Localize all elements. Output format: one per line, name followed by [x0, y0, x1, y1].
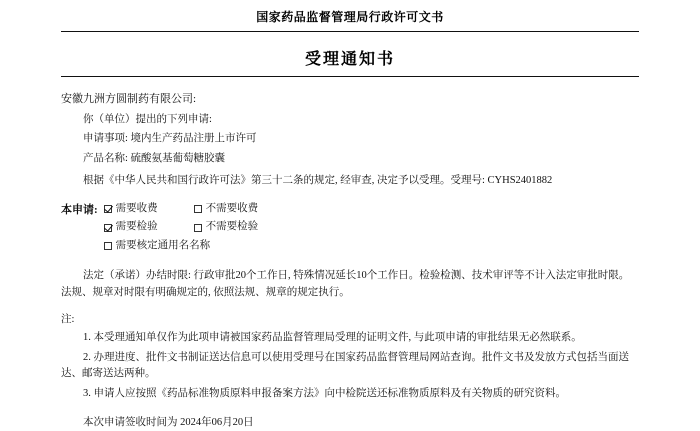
notes-heading: 注: [61, 313, 75, 325]
signature-date-line: 本次申请签收时间为 2024年06月20日 [83, 416, 254, 428]
intro-paragraph: 你（单位）提出的下列申请: [83, 114, 212, 126]
note-item: 3. 申请人应按照《药品标准物质原料申报备案方法》向中检院送还标准物质原料及有关物质的研究资料。 [83, 388, 566, 400]
charge-options [98, 201, 259, 256]
addressee: 安徽九洲方圆制药有限公司: [61, 93, 197, 105]
header-divider [61, 31, 639, 32]
option-inspection-required[interactable] [104, 219, 158, 235]
checkbox-inspection-required-icon[interactable] [104, 224, 112, 232]
option-generic-name-label: 需要核定通用名名称 [115, 239, 211, 251]
notes-section [61, 312, 639, 403]
option-fee-required-label: 需要收费 [115, 203, 158, 215]
field-application-item: 申请事项: 境内生产药品注册上市许可 [83, 133, 257, 145]
checkbox-inspection-not-required-icon[interactable] [194, 224, 202, 232]
document-header-title: 国家药品监督管理局行政许可文书 [256, 10, 444, 24]
document-body [61, 77, 639, 431]
note-item: 1. 本受理通知单仅作为此项申请被国家药品监督管理局受理的证明文件, 与此项申请的审批结果无必然联系。 [83, 331, 582, 343]
option-inspection-not-required[interactable] [194, 219, 259, 235]
legal-basis-line: 根据《中华人民共和国行政许可法》第三十二条的规定, 经审查, 决定予以受理。受理号: CYHS2401882 [83, 174, 553, 186]
charge-section [61, 201, 639, 256]
field-product-name: 产品名称: 硫酸氨基葡萄糖胶囊 [83, 152, 226, 164]
charge-row-generic-name [104, 238, 259, 254]
option-fee-not-required[interactable] [194, 201, 259, 217]
charge-row-inspection [104, 219, 259, 235]
option-inspection-not-required-label: 不需要检验 [205, 221, 259, 233]
option-fee-required[interactable] [104, 201, 158, 217]
option-fee-not-required-label: 不需要收费 [205, 203, 259, 215]
note-item: 2. 办理进度、批件文书制证送达信息可以使用受理号在国家药品监督管理局网站查询。批件文书及发放方式包括当面送达、邮寄送达两种。 [61, 351, 629, 380]
charge-row-fee [104, 201, 259, 217]
page-title: 受理通知书 [304, 51, 395, 68]
processing-term-paragraph: 法定（承诺）办结时限: 行政审批20个工作日, 特殊情况延长10个工作日。检验检测、技术审评等不计入法定审批时限。法规、规章对时限有明确规定的, 依照法规、规章的规定执行。 [61, 269, 630, 298]
option-inspection-required-label: 需要检验 [115, 221, 158, 233]
document-page [0, 8, 700, 428]
checkbox-generic-name-icon[interactable] [104, 242, 112, 250]
option-generic-name-required[interactable] [104, 238, 211, 254]
checkbox-fee-not-required-icon[interactable] [194, 205, 202, 213]
checkbox-fee-required-icon[interactable] [104, 205, 112, 213]
charge-section-label: 本申请: [61, 204, 98, 217]
